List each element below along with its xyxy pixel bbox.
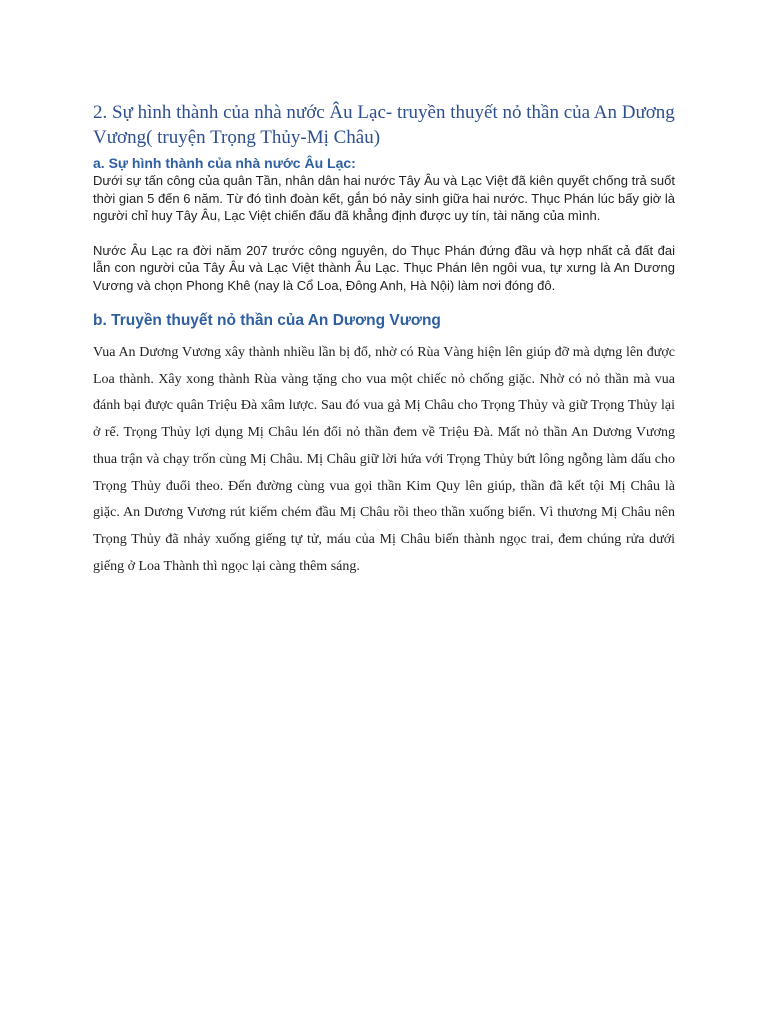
section-heading-a: a. Sự hình thành của nhà nước Âu Lạc:	[93, 155, 356, 171]
paragraph-a-2: Nước Âu Lạc ra đời năm 207 trước công nguyên, do Thục Phán đứng đầu và hợp nhất cả đất đai lẫn con người của Tây Âu và Lạc Việt thành Âu Lạc. Thục Phán lên ngôi vua, tự xưng là An Dương Vương và chọn Phong Khê (nay là Cổ Loa, Đông Anh, Hà Nội) làm nơi đóng đô.	[93, 242, 675, 293]
paragraph-spacer	[93, 225, 675, 242]
paragraph-a-1: Dưới sự tấn công của quân Tần, nhân dân hai nước Tây Âu và Lạc Việt đã kiên quyết chống trả suốt thời gian 5 đến 6 năm. Từ đó tình đoàn kết, gắn bó nảy sinh giữa hai nước. Thục Phán lúc bấy giờ là người chỉ huy Tây Âu, Lạc Việt chiến đấu đã khẳng định được uy tín, tài năng của mình.	[93, 173, 675, 223]
document-page	[93, 100, 675, 580]
paragraph-b: Vua An Dương Vương xây thành nhiều lần bị đổ, nhờ có Rùa Vàng hiện lên giúp đỡ mà dựng lên được Loa thành. Xây xong thành Rùa vàng tặng cho vua một chiếc nỏ chống giặc. Nhờ có nỏ thần mà vua đánh bại được quân Triệu Đà xâm lược. Sau đó vua gả Mị Châu cho Trọng Thủy và giữ Trọng Thủy lại ở rể. Trọng Thủy lợi dụng Mị Châu lén đổi nỏ thần đem về Triệu Đà. Mất nỏ thần An Dương Vương thua trận và chạy trốn cùng Mị Châu. Mị Châu giữ lời hứa với Trọng Thủy bứt lông ngỗng làm dấu cho Trọng Thủy đuổi theo. Đến đường cùng vua gọi thần Kim Quy lên giúp, thần đã kết tội Mị Châu là giặc. An Dương Vương rút kiếm chém đầu Mị Châu rồi theo thần xuống biển. Vì thương Mị Châu nên Trọng Thủy đã nhảy xuống giếng tự tử, máu của Mị Châu biến thành ngọc trai, đem chúng rửa dưới giếng ở Loa Thành thì ngọc lại càng thêm sáng.	[93, 345, 675, 574]
section-heading-b: b. Truyền thuyết nỏ thần của An Dương Vương	[93, 312, 441, 329]
section-heading-main: 2. Sự hình thành của nhà nước Âu Lạc- truyền thuyết nỏ thần của An Dương Vương( truyện Trọng Thủy-Mị Châu)	[93, 102, 675, 148]
